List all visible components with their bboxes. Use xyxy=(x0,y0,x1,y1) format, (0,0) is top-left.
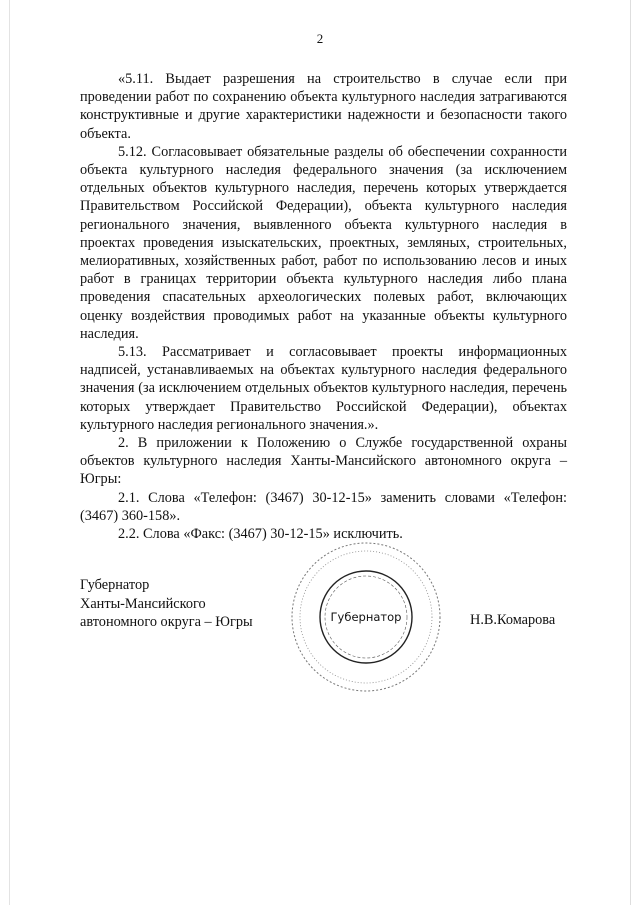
signatory-name: Н.В.Комарова xyxy=(470,612,556,628)
paragraph-2-2: 2.2. Слова «Факс: (3467) 30-12-15» исключить. xyxy=(118,526,403,543)
paragraph-5-12: 5.12. Согласовывает обязательные разделы об обеспечении сохранности объекта культурного наследия федерального значения (за исключением отдельных объектов культурного наследия, перечень которых утверждается Правительством Российской Федерации), объекта культурного наследия регионального значения, выявленного объекта культурного наследия в проектах проведения изыскательских, проектных, земляных, строительных, мелиоративных, хозяйственных работ, работ по использованию лесов и иных работ в границах территории объекта культурного наследия либо плана проведения спасательных археологических полевых работ, включающих оценку воздействия проводимых работ на указанные объекты культурного наследия. xyxy=(80,143,567,342)
paragraph-5-11: «5.11. Выдает разрешения на строительство в случае если при проведении работ по сохранению объекта культурного наследия затрагиваются конструктивные и другие характеристики надежности и безопасности такого объекта. xyxy=(80,71,567,142)
seal-center-text: Губернатор xyxy=(330,610,402,624)
page-number: 2 xyxy=(316,31,324,46)
paragraph-2: 2. В приложении к Положению о Службе государственной охраны объектов культурного наследия Ханты-Мансийского автономного округа – Югры: xyxy=(80,435,567,488)
signature-block xyxy=(80,576,253,632)
paragraph-5-13: 5.13. Рассматривает и согласовывает проекты информационных надписей, устанавливаемых на объектах культурного наследия федерального значения (за исключением отдельных объектов культурного наследия, перечень которых утверждает Правительство Российской Федерации), объектах культурного наследия регионального значения.». xyxy=(80,344,567,433)
signatory-title-line1: Губернатор xyxy=(80,577,150,593)
paragraph-2-1: 2.1. Слова «Телефон: (3467) 30-12-15» заменить словами «Телефон: (3467) 360-158». xyxy=(80,489,567,524)
scan-edge-left xyxy=(9,0,10,905)
scan-edge-right xyxy=(630,0,631,905)
seal-stamp xyxy=(286,537,446,697)
signatory-title-line3: автономного округа – Югры xyxy=(80,614,253,630)
signatory-title-line2: Ханты-Мансийского xyxy=(80,595,206,612)
document-body xyxy=(80,70,567,543)
